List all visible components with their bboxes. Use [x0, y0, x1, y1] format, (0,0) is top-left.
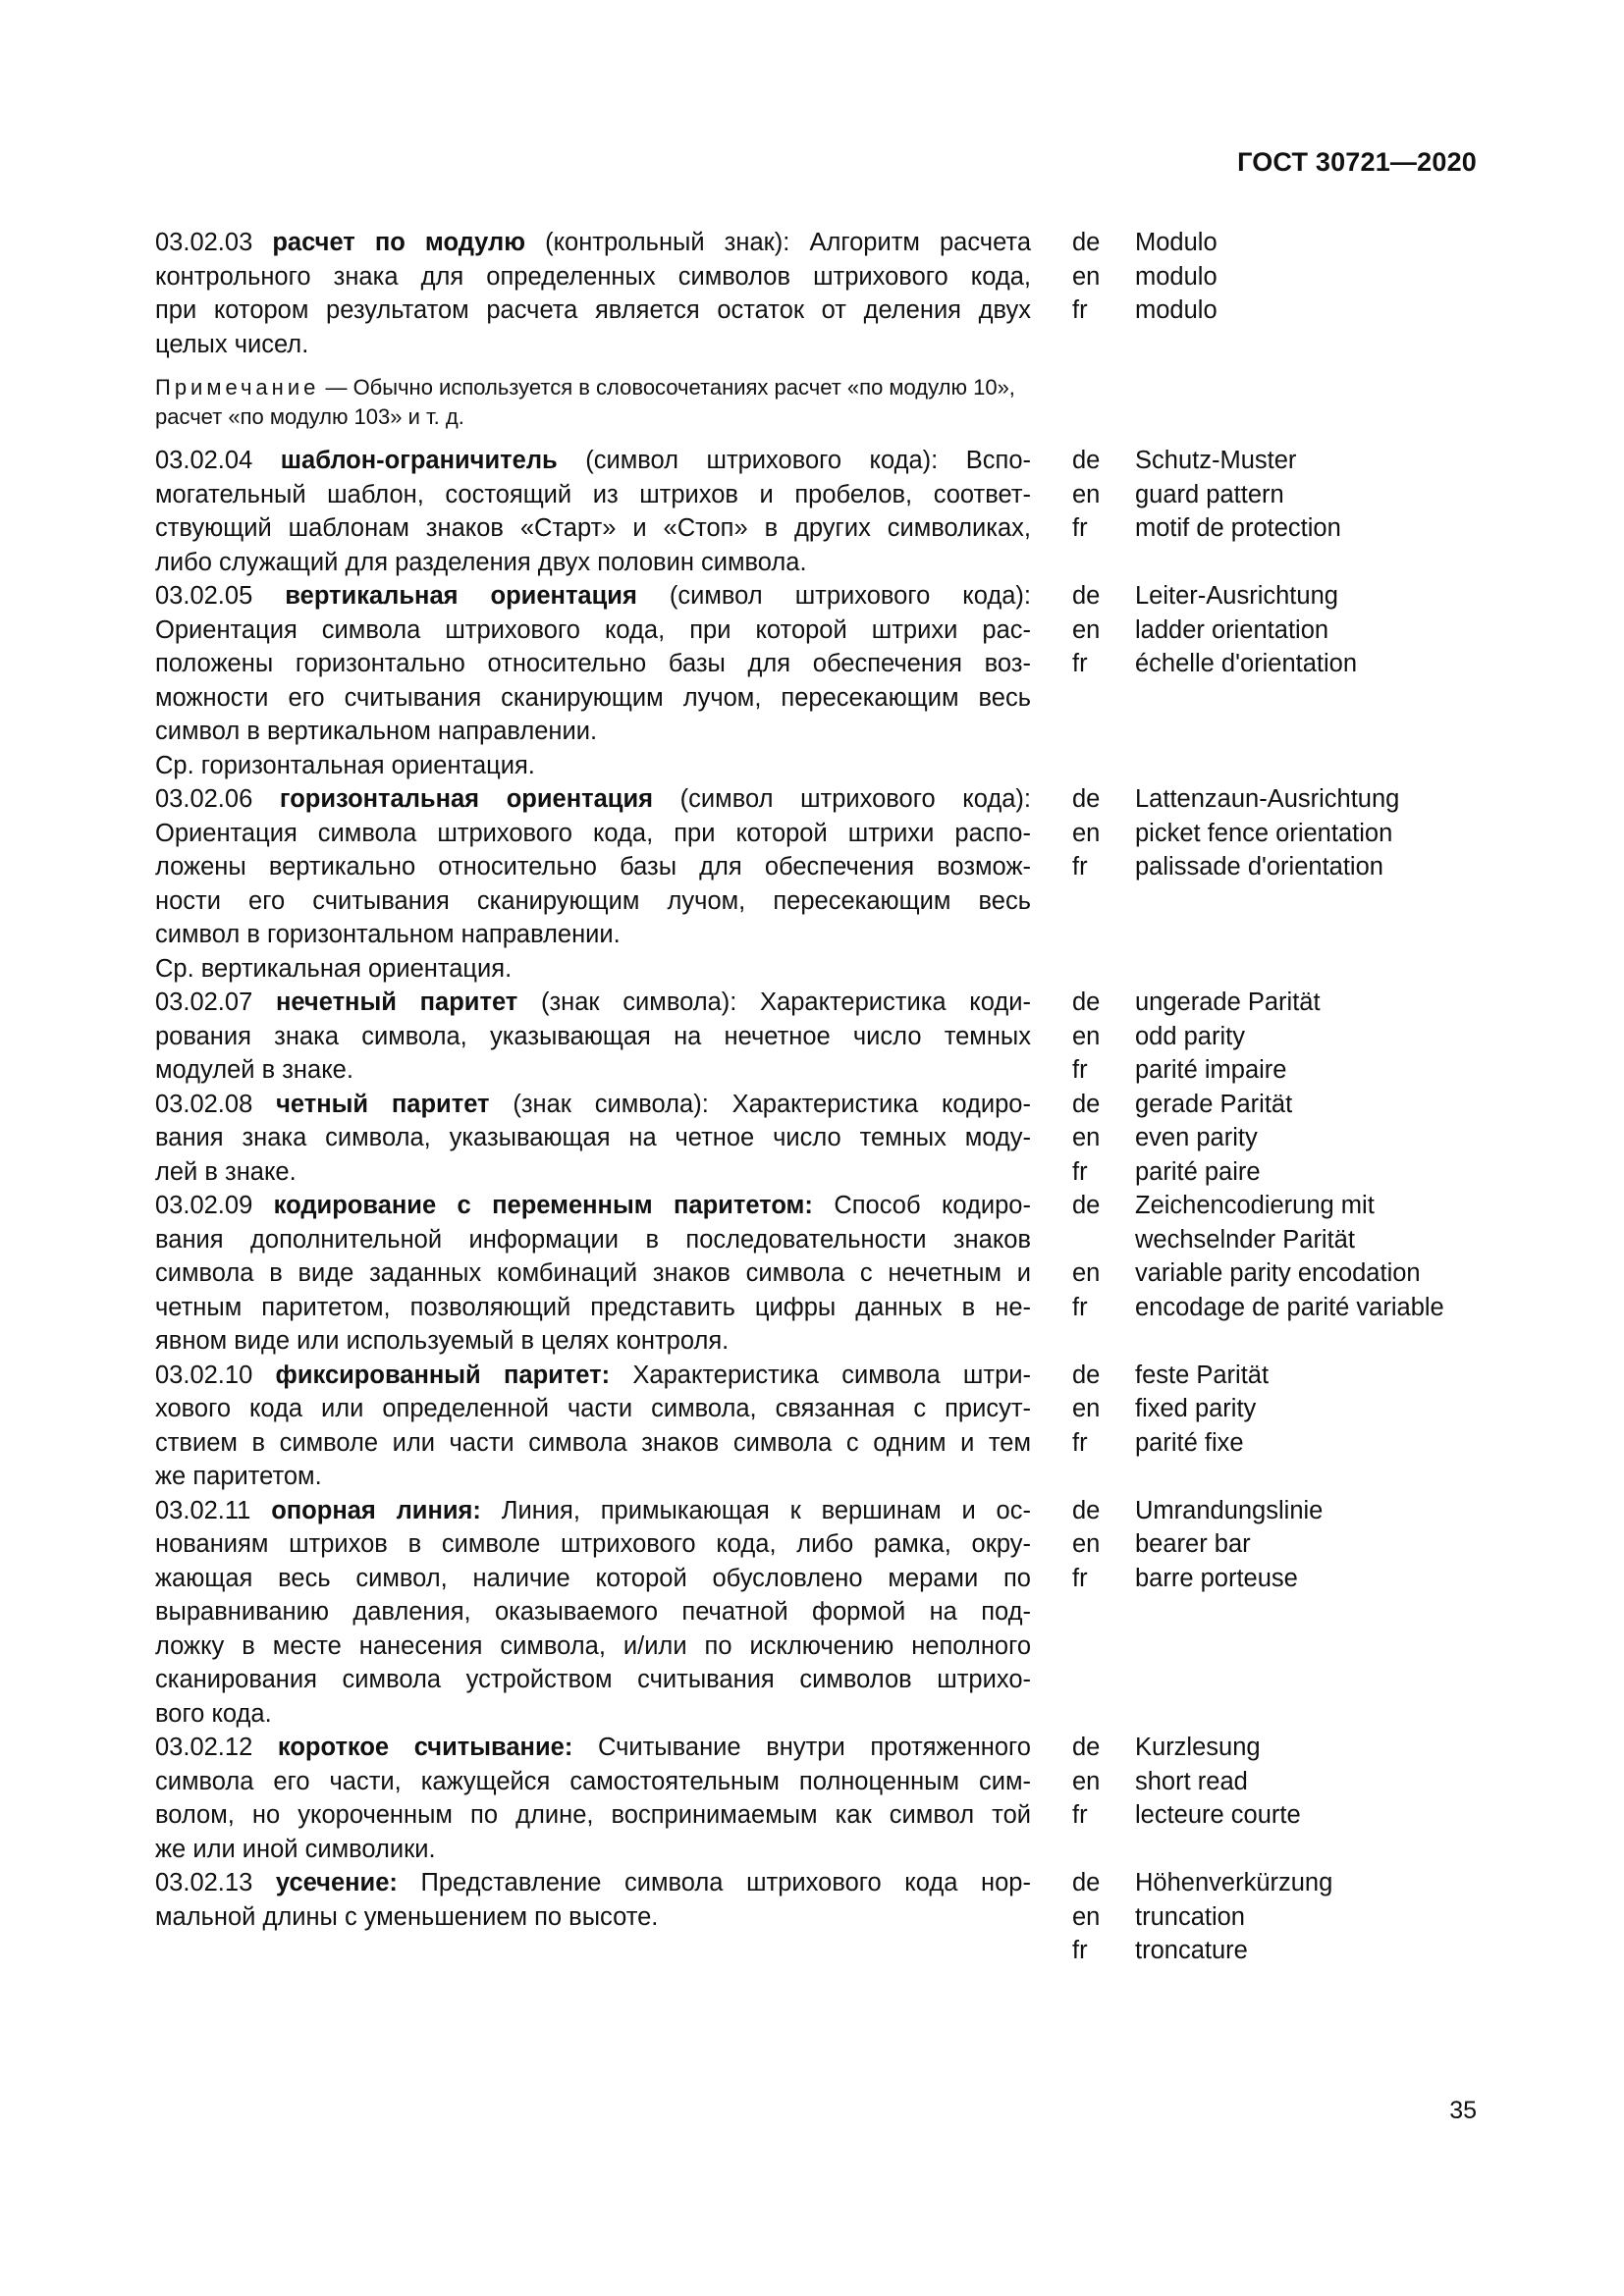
- translated-term: parité fixe: [1135, 1428, 1244, 1457]
- language-code: fr: [1072, 1157, 1088, 1186]
- term-entry: [155, 444, 1481, 579]
- language-code: fr: [1072, 296, 1088, 324]
- definition-line: ности его считывания сканирующим лучом, пересекающим весь: [155, 886, 1031, 915]
- definition-line: выравниванию давления, оказываемого печатной формой на под-: [155, 1598, 1031, 1626]
- term-name: четный паритет: [276, 1090, 490, 1118]
- translated-term: Zeichencodierung mit: [1135, 1192, 1375, 1219]
- term-name: вертикальная ориентация: [285, 582, 637, 610]
- translation-row: [1072, 1562, 1323, 1596]
- definition-line: жающая весь символ, наличие которой обусловлено мерами по: [155, 1564, 1031, 1592]
- language-code: en: [1072, 480, 1101, 508]
- language-code: en: [1072, 1259, 1101, 1287]
- term-first-line: [155, 782, 1031, 817]
- translation-row: [1072, 1392, 1269, 1426]
- translation-row: [1072, 511, 1341, 546]
- language-code: fr: [1072, 853, 1088, 881]
- translated-term: encodage de parité variable: [1135, 1293, 1444, 1321]
- definition-text: Считывание внутри протяженного: [572, 1734, 1031, 1761]
- translations: [1072, 1359, 1269, 1461]
- definition-line: ствующий шаблонам знаков «Старт» и «Стоп» в других символиках,: [155, 514, 1031, 542]
- definition-text: Линия, примыкающая к вершинам и ос-: [480, 1496, 1031, 1524]
- language-code: de: [1072, 785, 1101, 813]
- translation-row: [1072, 1020, 1321, 1054]
- translations: [1072, 986, 1321, 1088]
- term-name: шаблон-ограничитель: [280, 447, 558, 474]
- translation-row: [1072, 1866, 1332, 1900]
- translated-term: short read: [1135, 1767, 1248, 1795]
- term-first-line: [155, 1359, 1031, 1393]
- translated-term: barre porteuse: [1135, 1564, 1298, 1592]
- term-number: 03.02.07: [155, 988, 253, 1016]
- definition-line: хового кода или определенной части символа, связанная с присут-: [155, 1395, 1031, 1422]
- language-code: de: [1072, 229, 1101, 256]
- definition-line: положены горизонтально относительно базы для обеспечения воз-: [155, 650, 1031, 677]
- translation-row: [1072, 817, 1399, 851]
- translated-term: ladder orientation: [1135, 615, 1329, 644]
- translated-term: parité paire: [1135, 1157, 1261, 1186]
- language-code: de: [1072, 1869, 1101, 1896]
- term-definition: [155, 579, 1031, 782]
- language-code: en: [1072, 1124, 1101, 1151]
- definition-line: контрольного знака для определенных символов штрихового кода,: [155, 262, 1031, 291]
- language-code: de: [1072, 1192, 1101, 1219]
- translated-term: Leiter-Ausrichtung: [1135, 582, 1338, 610]
- language-code: fr: [1072, 1428, 1088, 1457]
- language-code: en: [1072, 1530, 1101, 1558]
- language-code: fr: [1072, 1801, 1088, 1829]
- term-first-line: [155, 1731, 1031, 1765]
- language-code: de: [1072, 1496, 1101, 1524]
- translation-row: [1072, 444, 1341, 478]
- term-entry: [155, 579, 1481, 782]
- term-first-line: [155, 1189, 1031, 1223]
- translated-term: palissade d'orientation: [1135, 853, 1383, 881]
- term-first-line: [155, 1494, 1031, 1528]
- cross-reference: Ср. горизонтальная ориентация.: [155, 751, 535, 779]
- term-definition: [155, 1494, 1031, 1732]
- translations: [1072, 1866, 1332, 1968]
- term-first-line: [155, 579, 1031, 614]
- definition-line: же паритетом.: [155, 1463, 322, 1490]
- translation-row: [1072, 579, 1357, 614]
- translated-term: Modulo: [1135, 229, 1218, 256]
- language-code: en: [1072, 615, 1101, 644]
- translations: [1072, 444, 1341, 546]
- translated-term: troncature: [1135, 1937, 1248, 1964]
- language-code: fr: [1072, 514, 1088, 542]
- definition-line: Ориентация символа штрихового кода, при которой штрихи распо-: [155, 819, 1031, 847]
- term-number: 03.02.06: [155, 785, 253, 813]
- note: [155, 373, 1031, 432]
- term-number: 03.02.08: [155, 1090, 253, 1118]
- term-name: расчет по модулю: [272, 229, 526, 256]
- language-code: de: [1072, 447, 1101, 474]
- definition-text: Представление символа штрихового кода нор-: [397, 1869, 1031, 1896]
- term-entry: [155, 1088, 1481, 1190]
- term-definition: [155, 1359, 1031, 1494]
- definition-line: волом, но укороченным по длине, воспринимаемым как символ той: [155, 1801, 1031, 1829]
- definition-line: символ в горизонтальном направлении.: [155, 921, 621, 948]
- term-entry: [155, 1359, 1481, 1494]
- term-definition: [155, 1866, 1031, 1934]
- definition-line: же или иной символики.: [155, 1835, 436, 1863]
- definition-line: модулей в знаке.: [155, 1056, 353, 1084]
- definition-line: символа в виде заданных комбинаций знаков символа с нечетным и: [155, 1259, 1031, 1287]
- definition-line: символ в вертикальном направлении.: [155, 718, 598, 745]
- definition-text: (знак символа): Характеристика коди-: [517, 988, 1031, 1016]
- definition-line: ложку в месте нанесения символа, и/или по исключению неполного: [155, 1631, 1031, 1660]
- translation-row: [1072, 1189, 1444, 1223]
- document-header: ГОСТ 30721—2020: [1237, 147, 1477, 177]
- translation-row: [1072, 1223, 1444, 1257]
- translation-row: [1072, 1765, 1301, 1799]
- term-definition: [155, 1189, 1031, 1359]
- language-code: fr: [1072, 1937, 1088, 1964]
- translations: [1072, 1088, 1292, 1190]
- definition-text: (контрольный знак): Алгоритм расчета: [525, 229, 1032, 256]
- language-code: en: [1072, 819, 1101, 847]
- translated-term: Umrandungslinie: [1135, 1496, 1324, 1524]
- definition-line: сканирования символа устройством считывания символов штрихо-: [155, 1666, 1031, 1693]
- term-number: 03.02.03: [155, 229, 253, 256]
- translation-row: [1072, 1494, 1323, 1528]
- page-number: 35: [1449, 2097, 1477, 2124]
- translation-row: [1072, 1426, 1269, 1461]
- language-code: fr: [1072, 1056, 1088, 1084]
- language-code: fr: [1072, 650, 1088, 677]
- translation-row: [1072, 294, 1218, 328]
- language-code: de: [1072, 988, 1101, 1016]
- definition-line: вого кода.: [155, 1699, 272, 1728]
- term-number: 03.02.12: [155, 1734, 253, 1761]
- term-entry: [155, 1494, 1481, 1732]
- translation-row: [1072, 1527, 1323, 1562]
- definition-line: рования знака символа, указывающая на нечетное число темных: [155, 1022, 1031, 1050]
- definition-text: (символ штрихового кода):: [653, 785, 1032, 813]
- language-code: en: [1072, 1767, 1101, 1795]
- translation-row: [1072, 647, 1357, 681]
- definition-line: символа его части, кажущейся самостоятельным полноценным сим-: [155, 1767, 1031, 1795]
- translated-term: motif de protection: [1135, 514, 1341, 542]
- term-number: 03.02.13: [155, 1869, 253, 1896]
- term-entry: [155, 782, 1481, 986]
- definition-text: (символ штрихового кода):: [636, 582, 1031, 610]
- translated-term: parité impaire: [1135, 1056, 1287, 1084]
- definition-line: при котором результатом расчета является остаток от деления двух: [155, 296, 1031, 324]
- term-definition: [155, 986, 1031, 1088]
- cross-reference: Ср. вертикальная ориентация.: [155, 954, 513, 983]
- translation-row: [1072, 1053, 1321, 1088]
- translated-term: échelle d'orientation: [1135, 650, 1358, 677]
- translations: [1072, 579, 1357, 681]
- translated-term: modulo: [1135, 296, 1218, 324]
- definition-line: лей в знаке.: [155, 1157, 297, 1186]
- translations: [1072, 1189, 1444, 1324]
- definition-text: (знак символа): Характеристика кодиро-: [489, 1090, 1031, 1118]
- translated-term: Schutz-Muster: [1135, 447, 1297, 474]
- language-code: en: [1072, 262, 1101, 291]
- translated-term: Kurzlesung: [1135, 1734, 1261, 1761]
- term-entry: [155, 986, 1481, 1088]
- definition-line: ствием в символе или части символа знаков символа с одним и тем: [155, 1428, 1031, 1457]
- translation-row: [1072, 1088, 1292, 1122]
- translations: [1072, 1731, 1301, 1833]
- term-first-line: [155, 226, 1031, 260]
- language-code: de: [1072, 1361, 1101, 1389]
- translated-term: lecteure courte: [1135, 1801, 1301, 1829]
- translated-term: feste Parität: [1135, 1361, 1270, 1389]
- translations: [1072, 226, 1218, 328]
- term-definition: [155, 1731, 1031, 1866]
- term-entry: [155, 1189, 1481, 1359]
- translation-row: [1072, 986, 1321, 1020]
- translation-row: [1072, 1256, 1444, 1291]
- definition-line: либо служащий для разделения двух половин символа.: [155, 548, 807, 576]
- translated-term: bearer bar: [1135, 1530, 1251, 1558]
- language-code: de: [1072, 1090, 1101, 1118]
- translated-term: even parity: [1135, 1124, 1258, 1151]
- translation-row: [1072, 1934, 1332, 1968]
- translations: [1072, 782, 1399, 884]
- term-name: нечетный паритет: [275, 988, 518, 1016]
- translated-term: fixed parity: [1135, 1395, 1257, 1422]
- translation-row: [1072, 1121, 1292, 1155]
- language-code: de: [1072, 582, 1101, 610]
- translated-term: ungerade Parität: [1135, 988, 1321, 1016]
- term-name: опорная линия:: [271, 1496, 481, 1524]
- term-name: горизонтальная ориентация: [279, 785, 654, 813]
- translated-term: odd parity: [1135, 1022, 1245, 1050]
- term-entry: [155, 226, 1481, 361]
- term-definition: [155, 226, 1031, 361]
- translated-term: Höhenverkürzung: [1135, 1869, 1333, 1896]
- translated-term: truncation: [1135, 1902, 1245, 1931]
- definition-line: ложены вертикально относительно базы для обеспечения возмож-: [155, 853, 1031, 881]
- definition-text: (символ штрихового кода): Вспо-: [557, 447, 1031, 474]
- translation-row: [1072, 782, 1399, 817]
- definition-line: явном виде или используемый в целях контроля.: [155, 1327, 730, 1355]
- language-code: de: [1072, 1734, 1101, 1761]
- definition-line: целых чисел.: [155, 330, 309, 358]
- translation-row: [1072, 1798, 1301, 1833]
- term-number: 03.02.11: [155, 1496, 251, 1524]
- term-first-line: [155, 1088, 1031, 1122]
- definition-line: вания знака символа, указывающая на четное число темных моду-: [155, 1124, 1031, 1151]
- translated-term: picket fence orientation: [1135, 819, 1393, 847]
- term-definition: [155, 444, 1031, 579]
- translation-row: [1072, 1291, 1444, 1325]
- definition-line: могательный шаблон, состоящий из штрихов и пробелов, соответ-: [155, 480, 1031, 508]
- term-definition: [155, 1088, 1031, 1190]
- translated-term: Lattenzaun-Ausrichtung: [1135, 785, 1400, 813]
- term-number: 03.02.09: [155, 1192, 253, 1219]
- definition-line: можности его считывания сканирующим лучом, пересекающим весь: [155, 683, 1031, 712]
- translation-row: [1072, 1731, 1301, 1765]
- term-definition: [155, 782, 1031, 986]
- term-name: кодирование с переменным паритетом:: [273, 1192, 813, 1219]
- translation-row: [1072, 850, 1399, 884]
- definition-line: вания дополнительной информации в последовательности знаков: [155, 1225, 1031, 1254]
- term-number: 03.02.04: [155, 447, 253, 474]
- translation-row: [1072, 1900, 1332, 1935]
- term-first-line: [155, 444, 1031, 478]
- translated-term: variable parity encodation: [1135, 1259, 1421, 1287]
- term-name: фиксированный паритет:: [275, 1361, 611, 1389]
- term-name: короткое считывание:: [277, 1734, 573, 1761]
- language-code: en: [1072, 1022, 1101, 1050]
- definition-line: нованиям штрихов в символе штрихового кода, либо рамка, окру-: [155, 1530, 1031, 1558]
- term-entry: [155, 1731, 1481, 1866]
- translations: [1072, 1494, 1323, 1596]
- translation-row: [1072, 614, 1357, 648]
- translation-row: [1072, 1155, 1292, 1190]
- translation-row: [1072, 478, 1341, 512]
- note-label: Примечание: [155, 375, 320, 400]
- language-code: en: [1072, 1902, 1101, 1931]
- translation-row: [1072, 260, 1218, 294]
- language-code: en: [1072, 1395, 1101, 1422]
- translation-row: [1072, 1359, 1269, 1393]
- definition-line: Ориентация символа штрихового кода, при которой штрихи рас-: [155, 615, 1031, 644]
- terms-list: [155, 226, 1481, 1968]
- term-first-line: [155, 986, 1031, 1020]
- note-text: — Обычно используется в словосочетаниях расчет «по модулю 10», расчет «по модулю 103» и т. д.: [155, 375, 1015, 429]
- translated-term: modulo: [1135, 262, 1218, 291]
- term-first-line: [155, 1866, 1031, 1900]
- language-code: fr: [1072, 1564, 1088, 1592]
- term-entry: [155, 1866, 1481, 1968]
- language-code: [1072, 1223, 1135, 1257]
- language-code: fr: [1072, 1293, 1088, 1321]
- term-number: 03.02.05: [155, 582, 253, 610]
- translated-term: wechselnder Parität: [1135, 1225, 1355, 1254]
- definition-text: Характеристика символа штри-: [610, 1361, 1031, 1389]
- term-name: усечение:: [275, 1869, 398, 1896]
- term-number: 03.02.10: [155, 1361, 253, 1389]
- translated-term: gerade Parität: [1135, 1090, 1293, 1118]
- translated-term: guard pattern: [1135, 480, 1284, 508]
- definition-line: четным паритетом, позволяющий представить цифры данных в не-: [155, 1293, 1031, 1321]
- translation-row: [1072, 226, 1218, 260]
- definition-line: мальной длины с уменьшением по высоте.: [155, 1902, 659, 1931]
- definition-text: Способ кодиро-: [812, 1192, 1031, 1219]
